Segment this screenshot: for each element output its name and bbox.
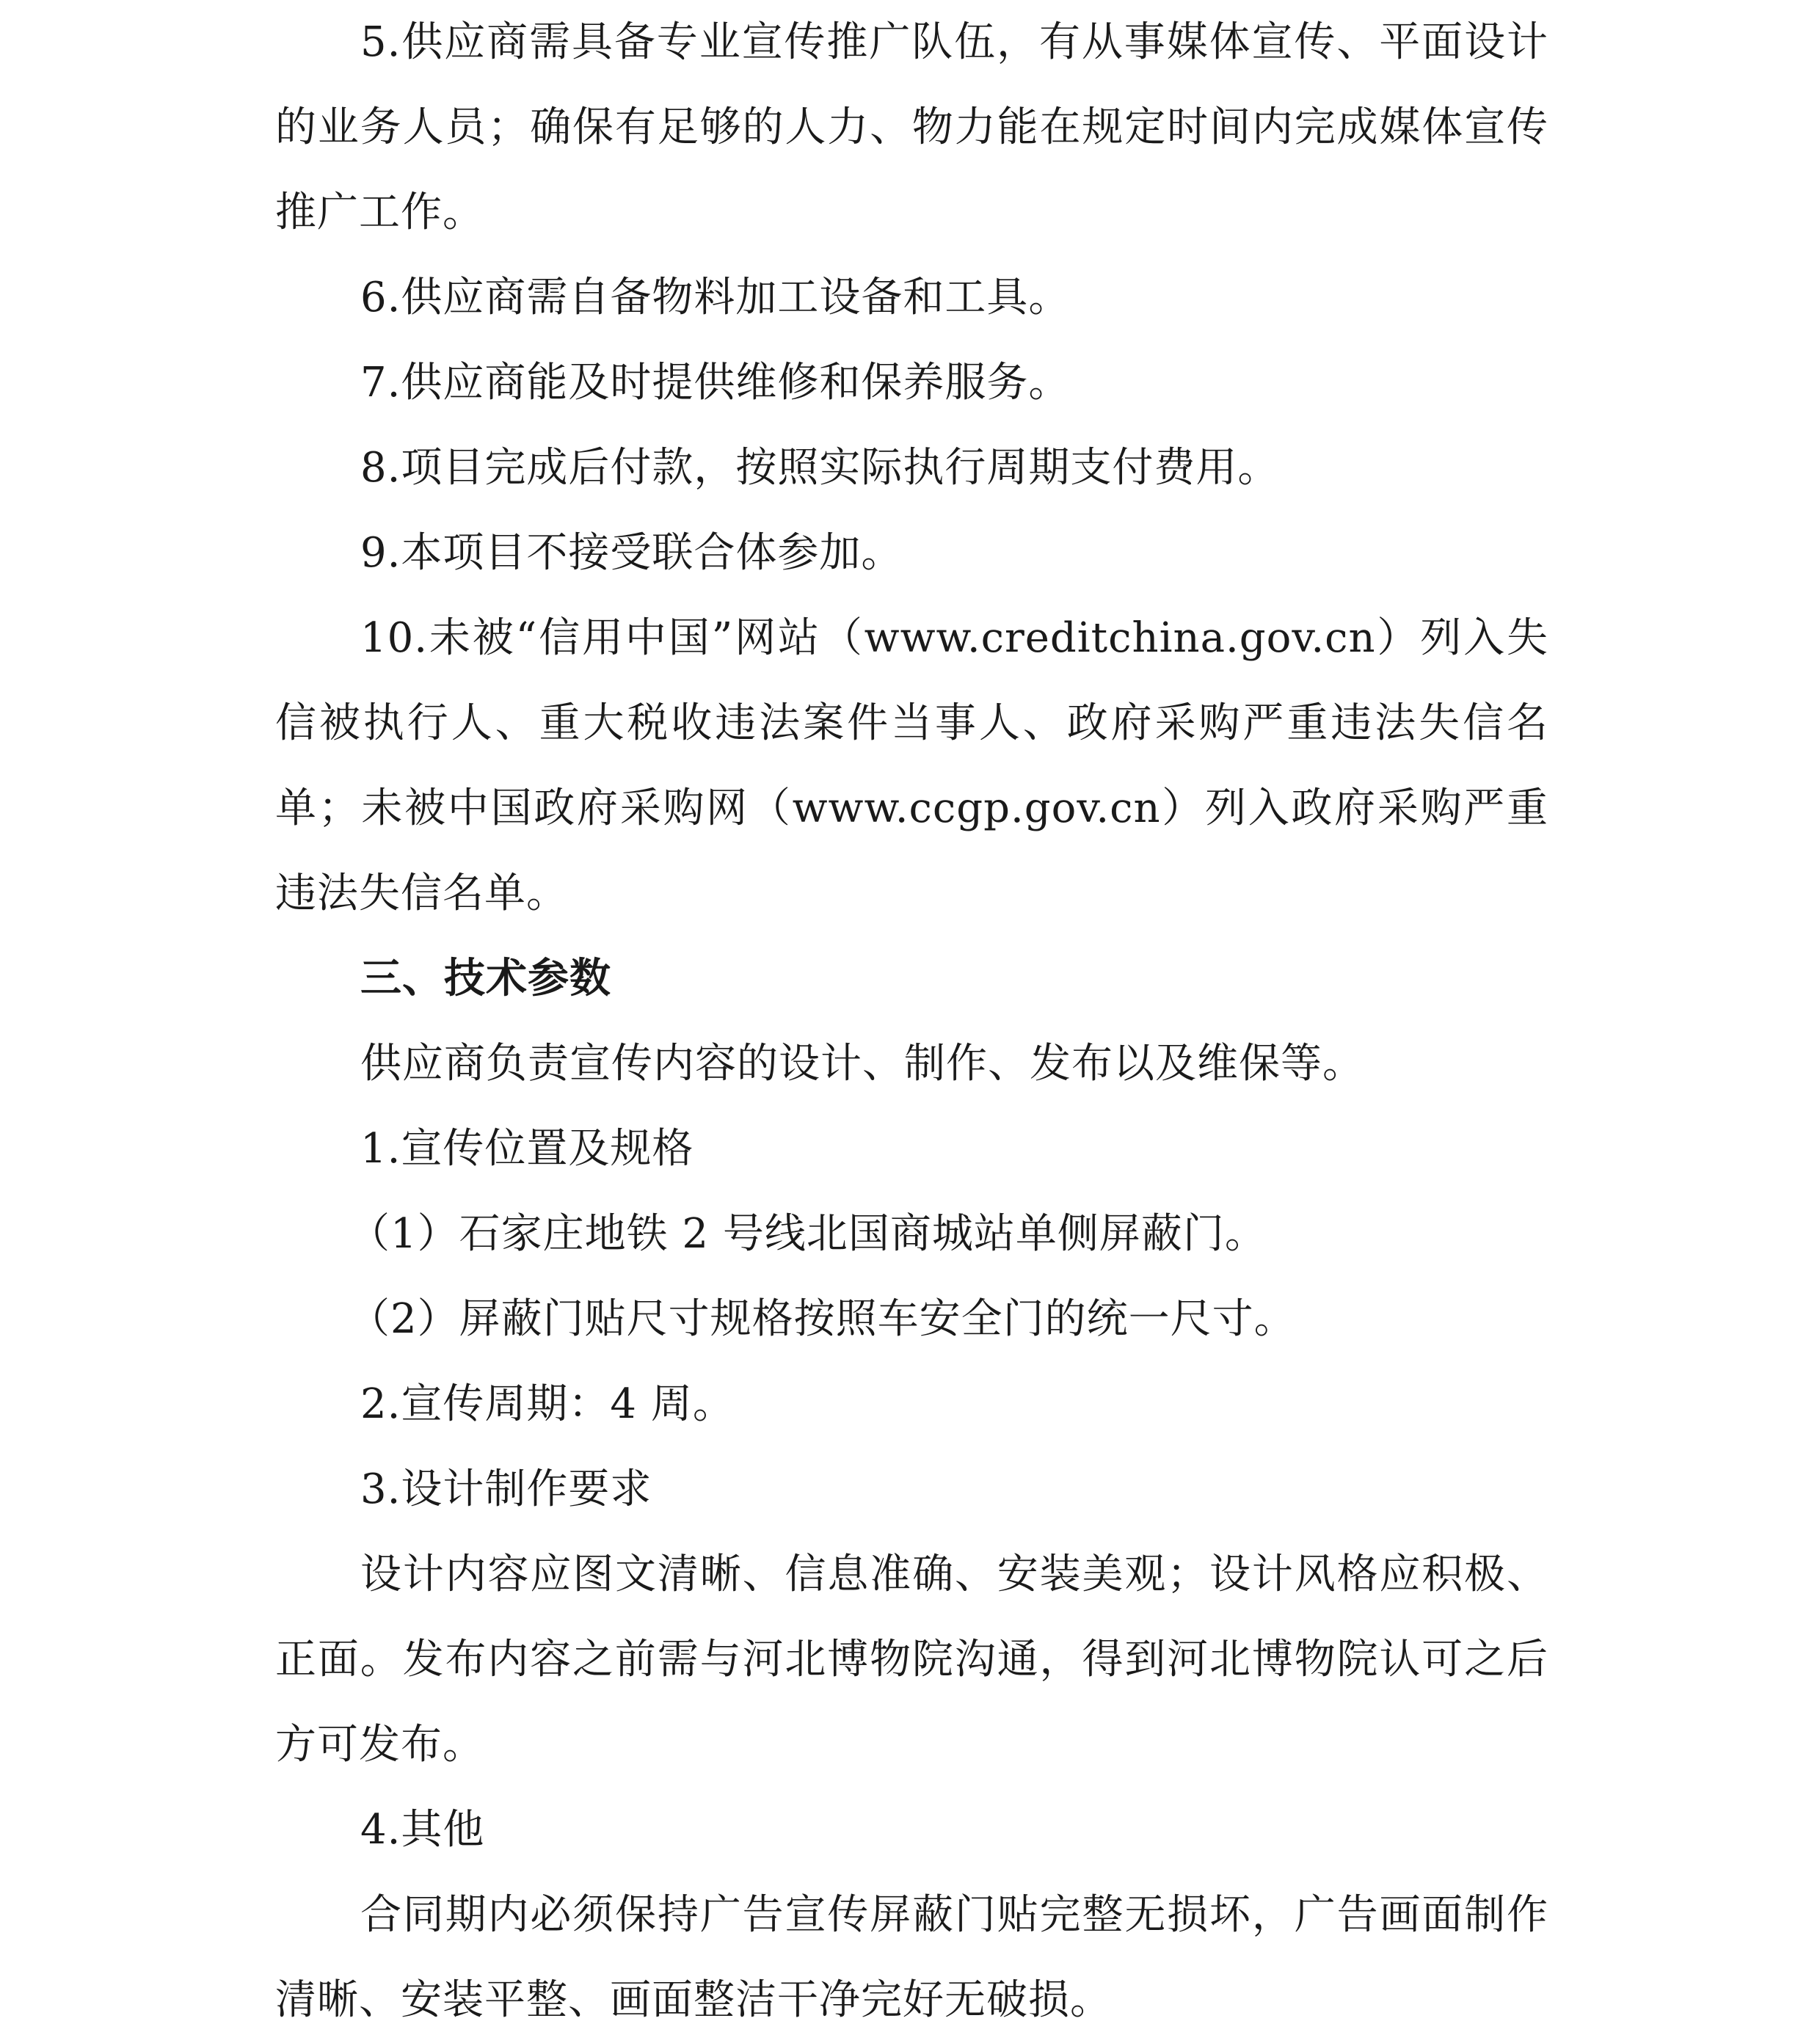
paragraph-item-7: 7.供应商能及时提供维修和保养服务。 (360, 359, 1071, 407)
item-3-title: 3.设计制作要求 (360, 1465, 652, 1513)
item-1-title: 1.宣传位置及规格 (360, 1125, 694, 1173)
item-3-body: 设计内容应图文清晰、信息准确、安装美观；设计风格应积极、正面。发布内容之前需与河北博物院沟通，得到河北博物院认可之后方可发布。 (275, 1551, 1548, 1769)
section-heading-technical-params: 三、技术参数 (360, 955, 611, 1002)
paragraph-item-8: 8.项目完成后付款，按照实际执行周期支付费用。 (360, 444, 1280, 492)
item-1-sub-2: （2）屏蔽门贴尺寸规格按照车安全门的统一尺寸。 (349, 1295, 1296, 1343)
section-intro: 供应商负责宣传内容的设计、制作、发布以及维保等。 (360, 1040, 1364, 1088)
item-1-sub-1: （1）石家庄地铁 2 号线北国商城站单侧屏蔽门。 (349, 1210, 1267, 1258)
paragraph-item-5: 5.供应商需具备专业宣传推广队伍，有从事媒体宣传、平面设计的业务人员；确保有足够的人力、物力能在规定时间内完成媒体宣传推广工作。 (275, 18, 1548, 236)
item-4-body: 合同期内必须保持广告宣传屏蔽门贴完整无损坏，广告画面制作清晰、安装平整、画面整洁干净完好无破损。 (275, 1891, 1548, 2024)
paragraph-item-10: 10.未被“信用中国”网站（www.creditchina.gov.cn）列入失信被执行人、重大税收违法案件当事人、政府采购严重违法失信名单；未被中国政府采购网（www.ccgp.gov.cn）列入政府采购严重违法失信名单。 (275, 614, 1548, 917)
document-page (275, 0, 1548, 2043)
paragraph-item-6: 6.供应商需自备物料加工设备和工具。 (360, 274, 1071, 321)
item-2: 2.宣传周期：4 周。 (360, 1380, 735, 1428)
paragraph-item-9: 9.本项目不接受联合体参加。 (360, 529, 903, 577)
item-4-title: 4.其他 (360, 1806, 485, 1854)
